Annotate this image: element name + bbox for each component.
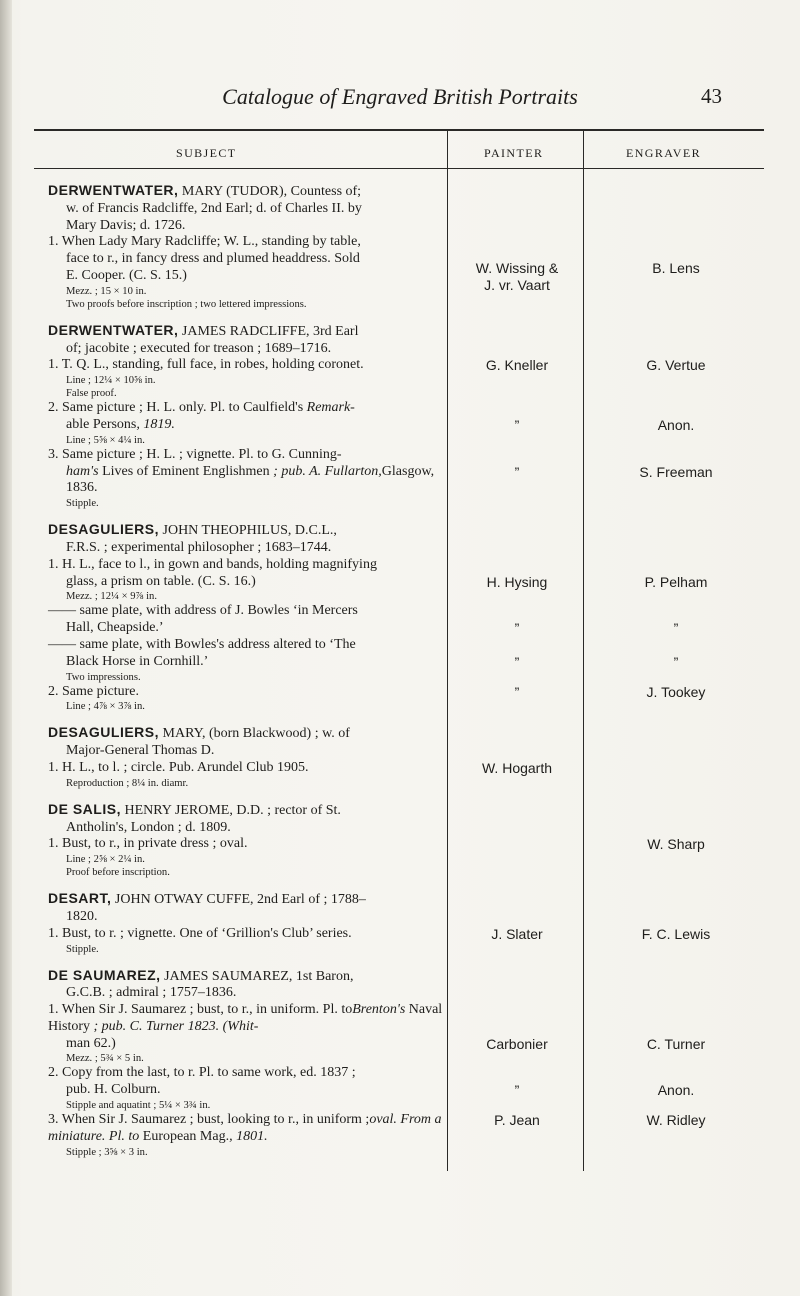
item-note: Two impressions. <box>66 671 141 683</box>
engraver-name: C. Turner <box>646 1035 706 1052</box>
painter-name: ” <box>514 620 520 637</box>
column-header-subject: SUBJECT <box>176 146 237 160</box>
sitter-name-rest: JAMES SAUMAREZ, 1st Baron, <box>160 968 354 984</box>
entry-description: F.R.S. ; experimental philosopher ; 1683–1744. <box>66 539 332 555</box>
sitter-name-rest: MARY, (born Blackwood) ; w. of <box>159 726 350 742</box>
item-text <box>48 1002 448 1036</box>
running-head <box>0 84 800 114</box>
portrait-item <box>48 1112 448 1159</box>
item-text <box>48 400 448 417</box>
portrait-item <box>48 1065 448 1112</box>
item-text-part: 2. Same picture ; H. L. only. Pl. to Caulfield's <box>48 400 307 416</box>
item-text: 1. When Lady Mary Radcliffe; W. L., standing by table, <box>48 234 361 250</box>
item-note: Line ; 5⅝ × 4¼ in. <box>66 434 145 446</box>
painter-name: H. Hysing <box>486 573 548 590</box>
painter-name: J. Slater <box>491 925 543 942</box>
item-text-part: man 62.) <box>66 1035 116 1051</box>
portrait-item <box>48 557 448 604</box>
painter-name: P. Jean <box>494 1112 540 1129</box>
item-text <box>48 447 448 464</box>
engraver-name: S. Freeman <box>639 463 713 480</box>
item-note: Mezz. ; 15 × 10 in. <box>66 285 147 297</box>
entry-description: G.C.B. ; admiral ; 1757–1836. <box>66 985 237 1001</box>
portrait-item <box>48 400 448 447</box>
item-text-part: 1. When Sir J. Saumarez ; bust, to r., in uniform. Pl. to <box>48 1002 353 1018</box>
engraver-name: J. Tookey <box>646 683 706 700</box>
engraver-name: P. Pelham <box>644 573 708 590</box>
item-title-italic: oval. From a miniature. Pl. to <box>48 1112 442 1144</box>
painter-name: ” <box>514 416 520 433</box>
item-text-part: 3. Same picture ; H. L. ; vignette. Pl. to G. Cunning- <box>48 446 342 462</box>
item-text: E. Cooper. (C. S. 15.) <box>66 267 187 283</box>
entry-heading <box>48 724 448 743</box>
sitter-name-rest: JOHN THEOPHILUS, D.C.L., <box>159 523 337 539</box>
item-note: False proof. <box>66 388 117 400</box>
top-rule <box>34 129 764 131</box>
engraver-name: ” <box>673 653 679 670</box>
item-note: Mezz. ; 5¾ × 5 in. <box>66 1053 144 1065</box>
item-text: glass, a prism on table. (C. S. 16.) <box>66 573 256 589</box>
item-note: Stipple ; 3⅝ × 3 in. <box>66 1146 148 1158</box>
portrait-item <box>48 684 448 714</box>
entry-description: 1820. <box>66 908 98 924</box>
engraver-name: G. Vertue <box>646 357 706 374</box>
painter-name: G. Kneller <box>485 357 549 374</box>
header-rule <box>34 168 764 169</box>
engraver-name: Anon. <box>657 416 695 433</box>
entry-description: Major-General Thomas D. <box>66 743 215 759</box>
item-text: 2. Same picture. <box>48 683 139 699</box>
sitter-name-rest: JAMES RADCLIFFE, 3rd Earl <box>178 323 359 339</box>
item-note: Two proofs before inscription ; two lettered impressions. <box>66 298 307 310</box>
sitter-name: DERWENTWATER, <box>48 182 179 198</box>
item-text-part: Naval History <box>48 1002 443 1034</box>
book-spine-shadow <box>0 0 12 1296</box>
painter-name: W. Wissing & <box>475 259 559 276</box>
sitter-name: DESART, <box>48 890 112 907</box>
item-note: Line ; 12¼ × 10⅝ in. <box>66 375 156 387</box>
engraver-name: W. Sharp <box>647 836 705 853</box>
running-title: Catalogue of Engraved British Portraits <box>222 84 578 109</box>
catalogue-entry <box>48 182 448 311</box>
entry-heading <box>48 322 448 341</box>
entry-description: Antholin's, London ; d. 1809. <box>66 819 231 835</box>
painter-name: ” <box>514 463 520 480</box>
entry-description: of; jacobite ; executed for treason ; 1689–1716. <box>66 340 332 356</box>
item-title-italic: , 1819. <box>136 416 175 432</box>
item-text: 1. H. L., to l. ; circle. Pub. Arundel Club 1905. <box>48 759 309 775</box>
portrait-item <box>48 760 448 790</box>
painter-name: Carbonier <box>486 1035 548 1052</box>
portrait-item <box>48 447 448 510</box>
column-header-engraver: ENGRAVER <box>626 146 701 160</box>
sitter-name: DERWENTWATER, <box>48 321 179 338</box>
painter-name: W. Hogarth <box>481 759 553 776</box>
item-text: face to r., in fancy dress and plumed headdress. Sold <box>66 251 360 267</box>
sitter-name: DESAGULIERS, <box>48 724 160 741</box>
item-text-part: Lives of Eminent Englishmen <box>102 463 270 479</box>
page-number: 43 <box>701 84 722 108</box>
painter-name: ” <box>514 653 520 670</box>
item-text: 1. H. L., face to l., in gown and bands, holding magnifying <box>48 556 377 572</box>
catalogue-entry <box>48 890 448 955</box>
item-text: 1. T. Q. L., standing, full face, in robes, holding coronet. <box>48 357 364 373</box>
item-title-italic: ; pub. A. Fullarton, <box>269 463 382 479</box>
item-text-part: 3. When Sir J. Saumarez ; bust, looking to r., in uniform ; <box>48 1112 370 1128</box>
item-text <box>48 417 448 434</box>
item-text: 1. Bust, to r. ; vignette. One of ‘Grillion's Club’ series. <box>48 925 352 941</box>
engraver-name: B. Lens <box>652 259 700 276</box>
catalogue-entry <box>48 801 448 879</box>
engraver-name: F. C. Lewis <box>641 925 711 942</box>
entry-heading <box>48 967 448 986</box>
engraver-name: W. Ridley <box>646 1112 706 1129</box>
item-text: Hall, Cheapside.’ <box>66 620 164 636</box>
subject-column <box>48 182 448 1159</box>
portrait-item <box>48 926 448 956</box>
entry-heading <box>48 890 448 909</box>
sitter-name-rest: JOHN OTWAY CUFFE, 2nd Earl of ; 1788– <box>111 892 366 908</box>
catalogue-entry <box>48 322 448 510</box>
item-note: Mezz. ; 12¼ × 9⅞ in. <box>66 591 158 603</box>
item-note: Reproduction ; 8¼ in. diamr. <box>66 777 189 789</box>
item-text: Black Horse in Cornhill.’ <box>66 653 209 669</box>
sitter-name: DE SAUMAREZ, <box>48 966 161 983</box>
item-note: Stipple. <box>66 498 99 510</box>
engraver-name: ” <box>673 620 679 637</box>
item-title-italic: ; pub. C. Turner 1823. (Whit- <box>90 1018 259 1034</box>
item-note: Stipple and aquatint ; 5¼ × 3¾ in. <box>66 1100 211 1112</box>
entry-heading <box>48 521 448 540</box>
item-text-part: able Persons <box>66 416 137 432</box>
sitter-name-rest: HENRY JEROME, D.D. ; rector of St. <box>120 802 341 818</box>
portrait-item <box>48 1002 448 1065</box>
item-title-italic: ham's <box>66 463 103 479</box>
catalogue-entry <box>48 521 448 713</box>
item-text: pub. H. Colburn. <box>66 1082 161 1098</box>
portrait-item <box>48 234 448 310</box>
item-text-part: European Mag. <box>142 1128 230 1144</box>
painter-name: J. vr. Vaart <box>484 276 550 293</box>
item-title-italic: Brenton's <box>352 1002 409 1018</box>
engraver-name: Anon. <box>657 1082 695 1099</box>
item-note: Line ; 4⅞ × 3⅞ in. <box>66 701 145 713</box>
item-note: Proof before inscription. <box>66 867 170 879</box>
item-text: —— same plate, with address of J. Bowles ‘in Mercers <box>48 603 358 619</box>
entry-heading <box>48 801 448 820</box>
item-text: 2. Copy from the last, to r. Pl. to same work, ed. 1837 ; <box>48 1065 356 1081</box>
item-note: Stipple. <box>66 943 99 955</box>
item-title-italic: , 1801. <box>229 1128 268 1144</box>
item-title-italic: Remark- <box>306 400 355 416</box>
portrait-item <box>48 637 448 684</box>
catalogue-entry <box>48 724 448 789</box>
item-text: 1. Bust, to r., in private dress ; oval. <box>48 836 248 852</box>
column-header-painter: PAINTER <box>484 146 544 160</box>
sitter-name: DE SALIS, <box>48 800 121 817</box>
portrait-item <box>48 357 448 400</box>
sitter-name-rest: MARY (TUDOR), Countess of; <box>178 184 362 199</box>
portrait-item <box>48 603 448 637</box>
entry-heading <box>48 182 448 201</box>
item-note: Line ; 2⅝ × 2¼ in. <box>66 854 145 866</box>
item-text <box>48 1112 448 1146</box>
item-text <box>48 464 448 498</box>
painter-name: ” <box>514 1082 520 1099</box>
item-text: —— same plate, with Bowles's address altered to ‘The <box>48 636 356 652</box>
entry-description: Mary Davis; d. 1726. <box>66 217 186 233</box>
item-text-part: Glasgow, 1836. <box>66 463 435 496</box>
entry-description: w. of Francis Radcliffe, 2nd Earl; d. of Charles II. by <box>66 200 362 216</box>
item-text <box>48 1036 448 1053</box>
catalogue-entry <box>48 967 448 1159</box>
sitter-name: DESAGULIERS, <box>48 521 160 538</box>
portrait-item <box>48 836 448 879</box>
painter-name: ” <box>514 683 520 700</box>
